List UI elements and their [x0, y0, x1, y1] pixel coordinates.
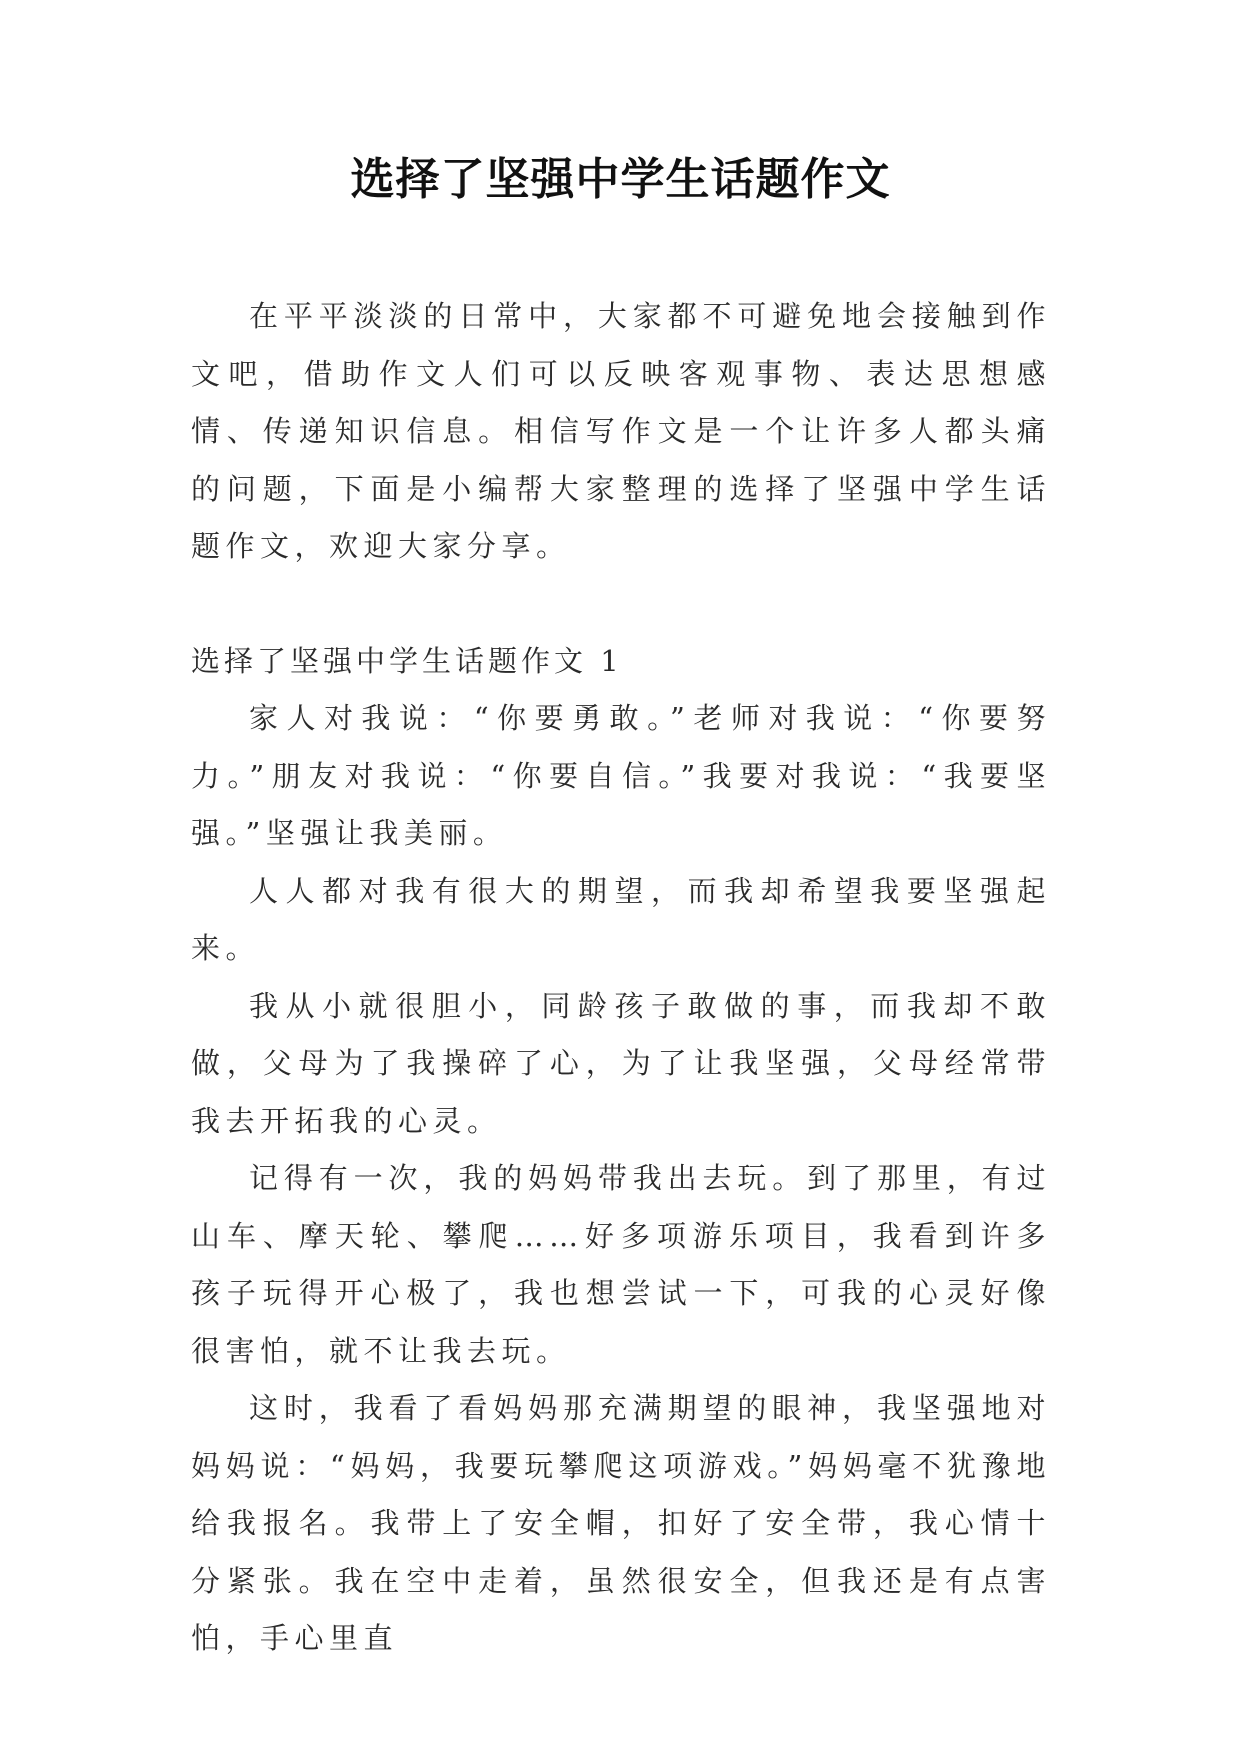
body-paragraph-2: 人人都对我有很大的期望，而我却希望我要坚强起来。	[191, 873, 1051, 965]
body-paragraph-1: 家人对我说：“你要勇敢。”老师对我说：“你要努力。”朋友对我说：“你要自信。”我要对我说：“我要坚强。”坚强让我美丽。	[191, 701, 1051, 850]
document-body	[191, 288, 1051, 1668]
intro-paragraph: 在平平淡淡的日常中，大家都不可避免地会接触到作文吧，借助作文人们可以反映客观事物、表达思想感情、传递知识信息。相信写作文是一个让许多人都头痛的问题，下面是小编帮大家整理的选择了坚强中学生话题作文，欢迎大家分享。	[191, 299, 1051, 563]
document-title: 选择了坚强中学生话题作文	[350, 154, 891, 205]
section-heading: 选择了坚强中学生话题作文 1	[191, 643, 623, 678]
body-paragraph-3: 我从小就很胆小，同龄孩子敢做的事，而我却不敢做，父母为了我操碎了心，为了让我坚强，父母经常带我去开拓我的心灵。	[191, 988, 1051, 1138]
body-paragraph-4: 记得有一次，我的妈妈带我出去玩。到了那里，有过山车、摩天轮、攀爬……好多项游乐项目，我看到许多孩子玩得开心极了，我也想尝试一下，可我的心灵好像很害怕，就不让我去玩。	[191, 1161, 1051, 1368]
paragraph-gap	[191, 576, 1051, 633]
body-paragraph-5: 这时，我看了看妈妈那充满期望的眼神，我坚强地对妈妈说：“妈妈，我要玩攀爬这项游戏。”妈妈毫不犹豫地给我报名。我带上了安全帽，扣好了安全带，我心情十分紧张。我在空中走着，虽然很安全，但我还是有点害怕，手心里直	[191, 1391, 1051, 1655]
